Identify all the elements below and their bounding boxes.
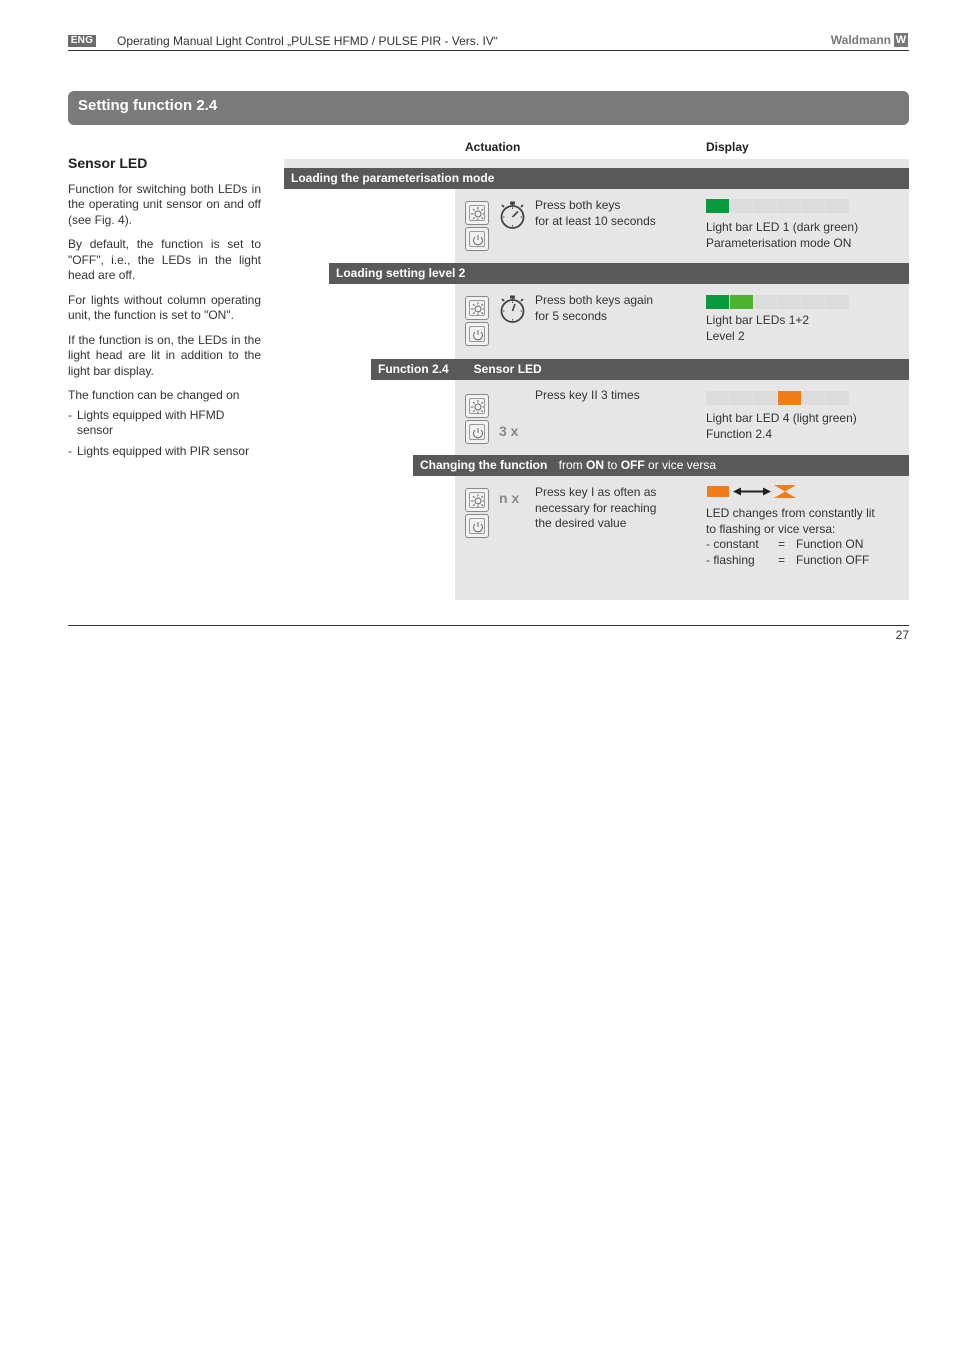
led-segment-off xyxy=(754,295,777,309)
key-pair xyxy=(465,296,489,348)
description-paragraph: Function for switching both LEDs in the operating unit sensor on and off (see Fig. 4). xyxy=(68,181,261,227)
description-heading: Sensor LED xyxy=(68,155,148,171)
stopwatch-icon xyxy=(499,200,526,235)
led-toggle-indicator xyxy=(706,484,798,505)
power-key-icon xyxy=(465,322,489,346)
led-segment-off xyxy=(754,391,777,405)
brand-mark-icon: W xyxy=(895,34,907,46)
key-pair xyxy=(465,201,489,253)
led-constant-icon xyxy=(707,486,729,497)
step-bar-function: Function 2.4 Sensor LED xyxy=(371,359,909,380)
led-segment-off xyxy=(778,199,801,213)
led-segment-lit xyxy=(778,391,801,405)
press-count: n x xyxy=(499,490,520,506)
section-title: Setting function 2.4 xyxy=(68,91,909,125)
key-pair xyxy=(465,394,489,446)
step-bar-changing: Changing the function from ON to OFF or vice versa xyxy=(413,455,909,476)
action-text: Press key I as often as necessary for reaching the desired value xyxy=(535,485,657,530)
led-strip xyxy=(706,295,849,309)
led-segment-off xyxy=(802,199,825,213)
page-number: 27 xyxy=(895,628,909,642)
light-key-icon xyxy=(465,201,489,225)
step-bar-level-2: Loading setting level 2 xyxy=(329,263,909,284)
power-key-icon xyxy=(465,227,489,251)
display-text: Light bar LEDs 1+2 Level 2 xyxy=(706,313,810,343)
led-segment-off xyxy=(730,199,753,213)
header-rule xyxy=(68,50,909,51)
display-text: Light bar LED 1 (dark green) Parameterisation mode ON xyxy=(706,220,859,250)
led-segment-off xyxy=(826,391,849,405)
light-key-icon xyxy=(465,488,489,512)
led-segment-off xyxy=(802,295,825,309)
press-count: 3 x xyxy=(499,423,519,439)
led-segment-off xyxy=(826,199,849,213)
footer-rule xyxy=(68,625,909,626)
description-column xyxy=(68,156,261,464)
description-paragraph: The function can be changed on xyxy=(68,388,240,402)
display-header: Display xyxy=(706,140,749,154)
led-segment-lit xyxy=(706,295,729,309)
led-segment-lit xyxy=(706,199,729,213)
light-key-icon xyxy=(465,394,489,418)
description-paragraph: If the function is on, the LEDs in the light head are lit in addition to the light bar display. xyxy=(68,332,261,378)
led-strip xyxy=(706,199,849,213)
led-strip xyxy=(706,391,849,405)
action-text: Press both keys again for 5 seconds xyxy=(535,293,654,323)
brand-name: Waldmann xyxy=(830,33,891,47)
action-text: Press both keys for at least 10 seconds xyxy=(535,198,656,228)
led-segment-lit xyxy=(730,295,753,309)
stopwatch-icon xyxy=(499,294,526,329)
actuation-header: Actuation xyxy=(465,140,521,154)
led-segment-off xyxy=(754,199,777,213)
led-segment-off xyxy=(802,391,825,405)
list-item: - Lights equipped with PIR sensor xyxy=(68,443,250,458)
led-segment-off xyxy=(826,295,849,309)
led-segment-off xyxy=(730,391,753,405)
power-key-icon xyxy=(465,514,489,538)
description-paragraph: For lights without column operating unit, the function is set to "ON". xyxy=(68,292,261,322)
state-row: - constant = Function ON xyxy=(706,537,864,551)
language-badge: ENG xyxy=(68,35,96,47)
brand-logo xyxy=(831,33,908,47)
document-title: Operating Manual Light Control „PULSE HFMD / PULSE PIR - Vers. IV“ xyxy=(117,34,498,48)
display-text: Light bar LED 4 (light green) Function 2.4 xyxy=(706,411,857,441)
key-pair xyxy=(465,488,489,540)
display-text: LED changes from constantly lit to flashing or vice versa: - constant = Function ON - flashing = Function OFF xyxy=(706,506,875,567)
step-bar-parameterisation: Loading the parameterisation mode xyxy=(284,168,909,189)
state-row: - flashing = Function OFF xyxy=(706,552,870,567)
power-key-icon xyxy=(465,420,489,444)
action-text: Press key II 3 times xyxy=(535,388,640,402)
light-key-icon xyxy=(465,296,489,320)
led-segment-off xyxy=(778,295,801,309)
description-paragraph: By default, the function is set to "OFF", i.e., the LEDs in the light head are off. xyxy=(68,237,261,282)
list-item: - Lights equipped with HFMD sensor xyxy=(68,407,225,437)
led-segment-off xyxy=(706,391,729,405)
